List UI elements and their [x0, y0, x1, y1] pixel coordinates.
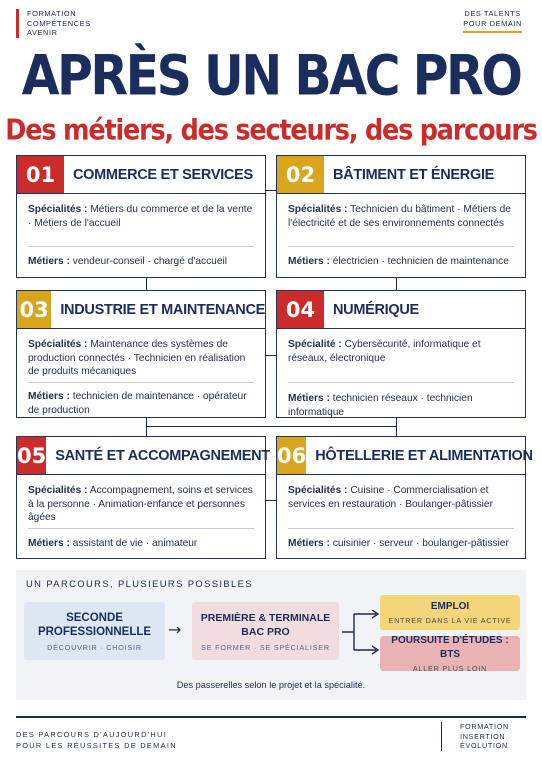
- card-metiers: [288, 537, 514, 551]
- card-specialites: [17, 329, 265, 379]
- specialites-label: Spécialités :: [28, 485, 88, 496]
- specialites-text: Accompagnement, soins et services à la personne · Animation-enfance et personnes âgées: [28, 485, 253, 524]
- card-title: INDUSTRIE ET MAINTENANCE: [60, 301, 265, 318]
- step-subtitle: SE FORMER · SE SPÉCIALISER: [201, 642, 330, 652]
- sector-card-sante: [16, 436, 270, 559]
- tagline-line: DES TALENTS: [464, 9, 521, 18]
- page-subtitle: Des métiers, des secteurs, des parcours: [5, 114, 537, 147]
- tagline-line: POUR DEMAIN: [463, 18, 522, 28]
- metiers-text: électricien · technicien de maintenance: [332, 256, 509, 267]
- card-header: [17, 291, 265, 329]
- card-title: HÔTELLERIE ET ALIMENTATION: [315, 447, 533, 464]
- card-specialites: [277, 194, 525, 230]
- step-subtitle: DÉCOUVRIR · CHOISIR: [47, 642, 142, 652]
- metiers-text: assistant de vie · animateur: [72, 538, 198, 549]
- divider: [288, 528, 514, 529]
- specialites-text: Métiers du commerce et de la vente · Métiers de l'accueil: [28, 204, 253, 229]
- metiers-label: Métiers :: [28, 538, 70, 549]
- divider: [28, 246, 254, 247]
- card-specialites: [277, 475, 525, 511]
- card-specialites: [17, 194, 265, 230]
- metiers-label: Métiers :: [28, 256, 70, 267]
- card-header: [17, 437, 270, 475]
- card-metiers: [28, 255, 254, 269]
- card-title: NUMÉRIQUE: [333, 301, 419, 318]
- card-number: 02: [277, 156, 324, 193]
- brand-line: COMPÉTENCES: [27, 18, 91, 28]
- outcome-emploi: [380, 595, 520, 630]
- divider: [288, 382, 514, 383]
- metiers-text: vendeur-conseil · chargé d'accueil: [72, 256, 228, 267]
- card-header: [277, 156, 525, 194]
- step-title: PROFESSIONNELLE: [37, 625, 152, 638]
- specialites-label: Spécialités :: [288, 485, 348, 496]
- footer-values: [441, 722, 509, 751]
- card-metiers: [28, 537, 254, 551]
- footer-line: POUR LES RÉUSSITES DE DEMAIN: [16, 741, 177, 750]
- sector-card-commerce: [16, 155, 266, 278]
- metiers-text: technicien de maintenance · opérateur de production: [28, 391, 247, 416]
- connector-line: [146, 426, 397, 427]
- metiers-label: Métiers :: [288, 538, 330, 549]
- branch-arrow-icon: [342, 610, 380, 655]
- card-specialites: [17, 475, 265, 525]
- step-title: PREMIÈRE & TERMINALE: [200, 611, 331, 624]
- connector-line: [146, 278, 147, 290]
- connector-line: [396, 278, 397, 290]
- card-metiers: [288, 392, 514, 419]
- outcome-title: EMPLOI: [430, 601, 470, 612]
- card-number: 03: [17, 291, 51, 328]
- parcours-section: [16, 570, 526, 700]
- card-number: 05: [17, 437, 46, 474]
- step-premiere-terminale: [192, 602, 339, 660]
- page-title: APRÈS UN BAC PRO: [21, 44, 521, 108]
- specialites-label: Spécialités :: [28, 204, 88, 215]
- metiers-label: Métiers :: [28, 391, 70, 402]
- footer-value: ÉVOLUTION: [460, 741, 508, 751]
- sector-card-hotellerie: [276, 436, 533, 559]
- brand-line: AVENIR: [27, 28, 58, 37]
- specialites-text: Maintenance des systèmes de production connectés · Technicien en réalisation de produits mécaniques: [28, 339, 246, 378]
- metiers-text: cuisinier · serveur · boulanger-pâtissier: [332, 538, 509, 549]
- card-header: [277, 291, 525, 329]
- outcome-title: POURSUITE D'ÉTUDES : BTS: [391, 635, 509, 660]
- brand-tagline-right: [463, 9, 522, 33]
- metiers-text: technicien réseaux · technicien informatique: [288, 393, 473, 418]
- card-header: [277, 437, 533, 475]
- metiers-label: Métiers :: [288, 256, 330, 267]
- card-metiers: [288, 255, 514, 269]
- brand-line: FORMATION: [27, 9, 77, 18]
- step-seconde: [24, 602, 165, 660]
- specialites-text: Technicien du bâtiment · Métiers de l'électricité et de ses environnements connectés: [288, 204, 511, 229]
- card-title: COMMERCE ET SERVICES: [73, 166, 253, 183]
- divider: [288, 246, 514, 247]
- specialite-label: Spécialité :: [288, 339, 342, 350]
- specialites-label: Spécialités :: [28, 339, 88, 350]
- brand-tagline-left: [16, 9, 91, 38]
- sector-card-batiment: [276, 155, 526, 278]
- sector-card-numerique: [276, 290, 526, 418]
- card-header: [17, 156, 265, 194]
- footer-slogan: [16, 729, 177, 751]
- card-metiers: [28, 390, 254, 417]
- outcome-subtitle: ENTRER DANS LA VIE ACTIVE: [388, 616, 512, 625]
- parcours-title: UN PARCOURS, PLUSIEURS POSSIBLES: [26, 578, 253, 589]
- step-title: BAC PRO: [241, 625, 290, 638]
- specialites-text: Cybersécurité, informatique et réseaux, électronique: [288, 339, 481, 364]
- card-number: 06: [277, 437, 306, 474]
- card-title: BÂTIMENT ET ÉNERGIE: [333, 166, 495, 183]
- card-specialites: [277, 329, 525, 365]
- metiers-label: Métiers :: [288, 393, 330, 404]
- arrow-right-icon: →: [168, 620, 182, 639]
- card-number: 01: [17, 156, 64, 193]
- card-title: SANTÉ ET ACCOMPAGNEMENT: [55, 447, 270, 464]
- card-number: 04: [277, 291, 324, 328]
- outcome-subtitle: ALLER PLUS LOIN: [412, 664, 488, 673]
- footer-value: FORMATION: [460, 722, 509, 731]
- footer-value: INSERTION: [460, 731, 506, 741]
- connector-line: [266, 355, 276, 356]
- divider: [28, 382, 254, 383]
- sector-card-industrie: [16, 290, 266, 418]
- outcome-poursuite: [380, 636, 520, 671]
- step-title: SECONDE: [66, 611, 123, 624]
- connector-line: [266, 500, 276, 501]
- footer-divider: [16, 716, 526, 718]
- passerelle-note: Des passerelles selon le projet et la spécialité.: [176, 680, 366, 690]
- connector-line: [266, 190, 276, 191]
- specialites-text: Cuisine · Commercialisation et services en restauration · Boulanger-pâtissier: [288, 485, 493, 510]
- divider: [28, 528, 254, 529]
- footer-line: DES PARCOURS D'AUJOURD'HUI: [16, 730, 168, 739]
- specialites-label: Spécialités :: [288, 204, 348, 215]
